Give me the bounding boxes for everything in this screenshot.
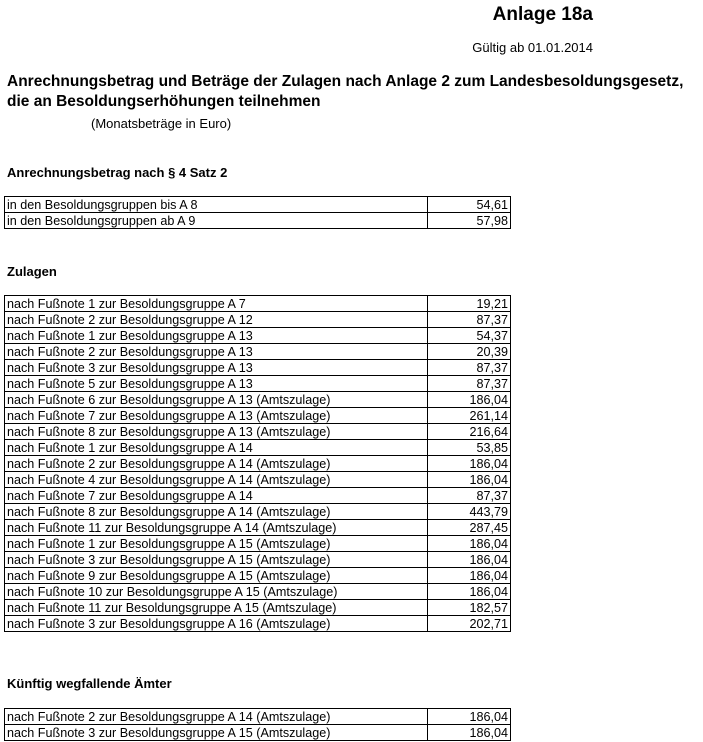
row-amount: 186,04 [428, 725, 511, 741]
row-amount: 87,37 [428, 312, 511, 328]
row-amount: 54,61 [428, 197, 511, 213]
annex-number: Anlage 18a [492, 4, 593, 25]
table-anrechnungsbetrag [4, 196, 511, 229]
row-label: nach Fußnote 3 zur Besoldungsgruppe A 13 [5, 360, 428, 376]
row-amount: 53,85 [428, 440, 511, 456]
row-label: nach Fußnote 1 zur Besoldungsgruppe A 13 [5, 328, 428, 344]
row-label: nach Fußnote 2 zur Besoldungsgruppe A 13 [5, 344, 428, 360]
row-amount: 186,04 [428, 536, 511, 552]
row-label: nach Fußnote 2 zur Besoldungsgruppe A 12 [5, 312, 428, 328]
table-row [5, 568, 511, 584]
table-row [5, 392, 511, 408]
table-row [5, 472, 511, 488]
row-amount: 87,37 [428, 360, 511, 376]
row-amount: 186,04 [428, 392, 511, 408]
row-label: in den Besoldungsgruppen ab A 9 [5, 213, 428, 229]
row-label: nach Fußnote 5 zur Besoldungsgruppe A 13 [5, 376, 428, 392]
row-label: nach Fußnote 8 zur Besoldungsgruppe A 14 (Amtszulage) [5, 504, 428, 520]
row-label: nach Fußnote 1 zur Besoldungsgruppe A 7 [5, 296, 428, 312]
valid-from-date: Gültig ab 01.01.2014 [472, 40, 593, 55]
row-amount: 20,39 [428, 344, 511, 360]
table-row [5, 616, 511, 632]
row-amount: 186,04 [428, 709, 511, 725]
table-row [5, 725, 511, 741]
row-amount: 87,37 [428, 376, 511, 392]
table-row [5, 456, 511, 472]
document-subtitle: (Monatsbeträge in Euro) [91, 116, 232, 131]
row-label: nach Fußnote 11 zur Besoldungsgruppe A 14 (Amtszulage) [5, 520, 428, 536]
table-row [5, 709, 511, 725]
row-label: nach Fußnote 4 zur Besoldungsgruppe A 14 (Amtszulage) [5, 472, 428, 488]
table-row [5, 600, 511, 616]
row-amount: 216,64 [428, 424, 511, 440]
table-row [5, 536, 511, 552]
table-row [5, 584, 511, 600]
row-amount: 287,45 [428, 520, 511, 536]
table-row [5, 296, 511, 312]
table-row [5, 440, 511, 456]
row-amount: 186,04 [428, 472, 511, 488]
row-label: nach Fußnote 3 zur Besoldungsgruppe A 16 (Amtszulage) [5, 616, 428, 632]
row-label: nach Fußnote 10 zur Besoldungsgruppe A 15 (Amtszulage) [5, 584, 428, 600]
row-amount: 261,14 [428, 408, 511, 424]
table-kuenftig-wegfallende-aemter [4, 708, 511, 741]
row-label: nach Fußnote 1 zur Besoldungsgruppe A 15 (Amtszulage) [5, 536, 428, 552]
row-amount: 186,04 [428, 568, 511, 584]
row-label: nach Fußnote 11 zur Besoldungsgruppe A 15 (Amtszulage) [5, 600, 428, 616]
table-row [5, 197, 511, 213]
row-amount: 186,04 [428, 584, 511, 600]
table-row [5, 424, 511, 440]
row-label: nach Fußnote 8 zur Besoldungsgruppe A 13 (Amtszulage) [5, 424, 428, 440]
row-label: nach Fußnote 3 zur Besoldungsgruppe A 15 (Amtszulage) [5, 552, 428, 568]
table-row [5, 520, 511, 536]
table-row [5, 504, 511, 520]
row-amount: 54,37 [428, 328, 511, 344]
row-label: nach Fußnote 7 zur Besoldungsgruppe A 13 (Amtszulage) [5, 408, 428, 424]
row-amount: 202,71 [428, 616, 511, 632]
table-row [5, 376, 511, 392]
row-amount: 186,04 [428, 456, 511, 472]
row-label: nach Fußnote 2 zur Besoldungsgruppe A 14 (Amtszulage) [5, 709, 428, 725]
table-row [5, 344, 511, 360]
row-amount: 87,37 [428, 488, 511, 504]
table-row [5, 360, 511, 376]
table-row [5, 408, 511, 424]
table-zulagen [4, 295, 511, 632]
row-label: nach Fußnote 2 zur Besoldungsgruppe A 14 (Amtszulage) [5, 456, 428, 472]
row-label: nach Fußnote 9 zur Besoldungsgruppe A 15 (Amtszulage) [5, 568, 428, 584]
document-title-line-1: Anrechnungsbetrag und Beträge der Zulagen nach Anlage 2 zum Landesbesoldungsgesetz, [7, 73, 684, 90]
row-label: nach Fußnote 7 zur Besoldungsgruppe A 14 [5, 488, 428, 504]
row-label: nach Fußnote 6 zur Besoldungsgruppe A 13 (Amtszulage) [5, 392, 428, 408]
document-title-line-2: die an Besoldungserhöhungen teilnehmen [7, 92, 321, 110]
table-row [5, 328, 511, 344]
section-heading-zulagen: Zulagen [7, 264, 57, 279]
table-row [5, 488, 511, 504]
table-row [5, 552, 511, 568]
row-label: nach Fußnote 3 zur Besoldungsgruppe A 15 (Amtszulage) [5, 725, 428, 741]
row-amount: 443,79 [428, 504, 511, 520]
row-amount: 182,57 [428, 600, 511, 616]
section-heading-anrechnungsbetrag: Anrechnungsbetrag nach § 4 Satz 2 [7, 165, 228, 180]
row-label: in den Besoldungsgruppen bis A 8 [5, 197, 428, 213]
row-amount: 57,98 [428, 213, 511, 229]
table-row [5, 312, 511, 328]
row-amount: 186,04 [428, 552, 511, 568]
section-heading-kuenftig-wegfallende-aemter: Künftig wegfallende Ämter [7, 676, 172, 691]
row-amount: 19,21 [428, 296, 511, 312]
document-title [7, 72, 683, 111]
row-label: nach Fußnote 1 zur Besoldungsgruppe A 14 [5, 440, 428, 456]
table-row [5, 213, 511, 229]
